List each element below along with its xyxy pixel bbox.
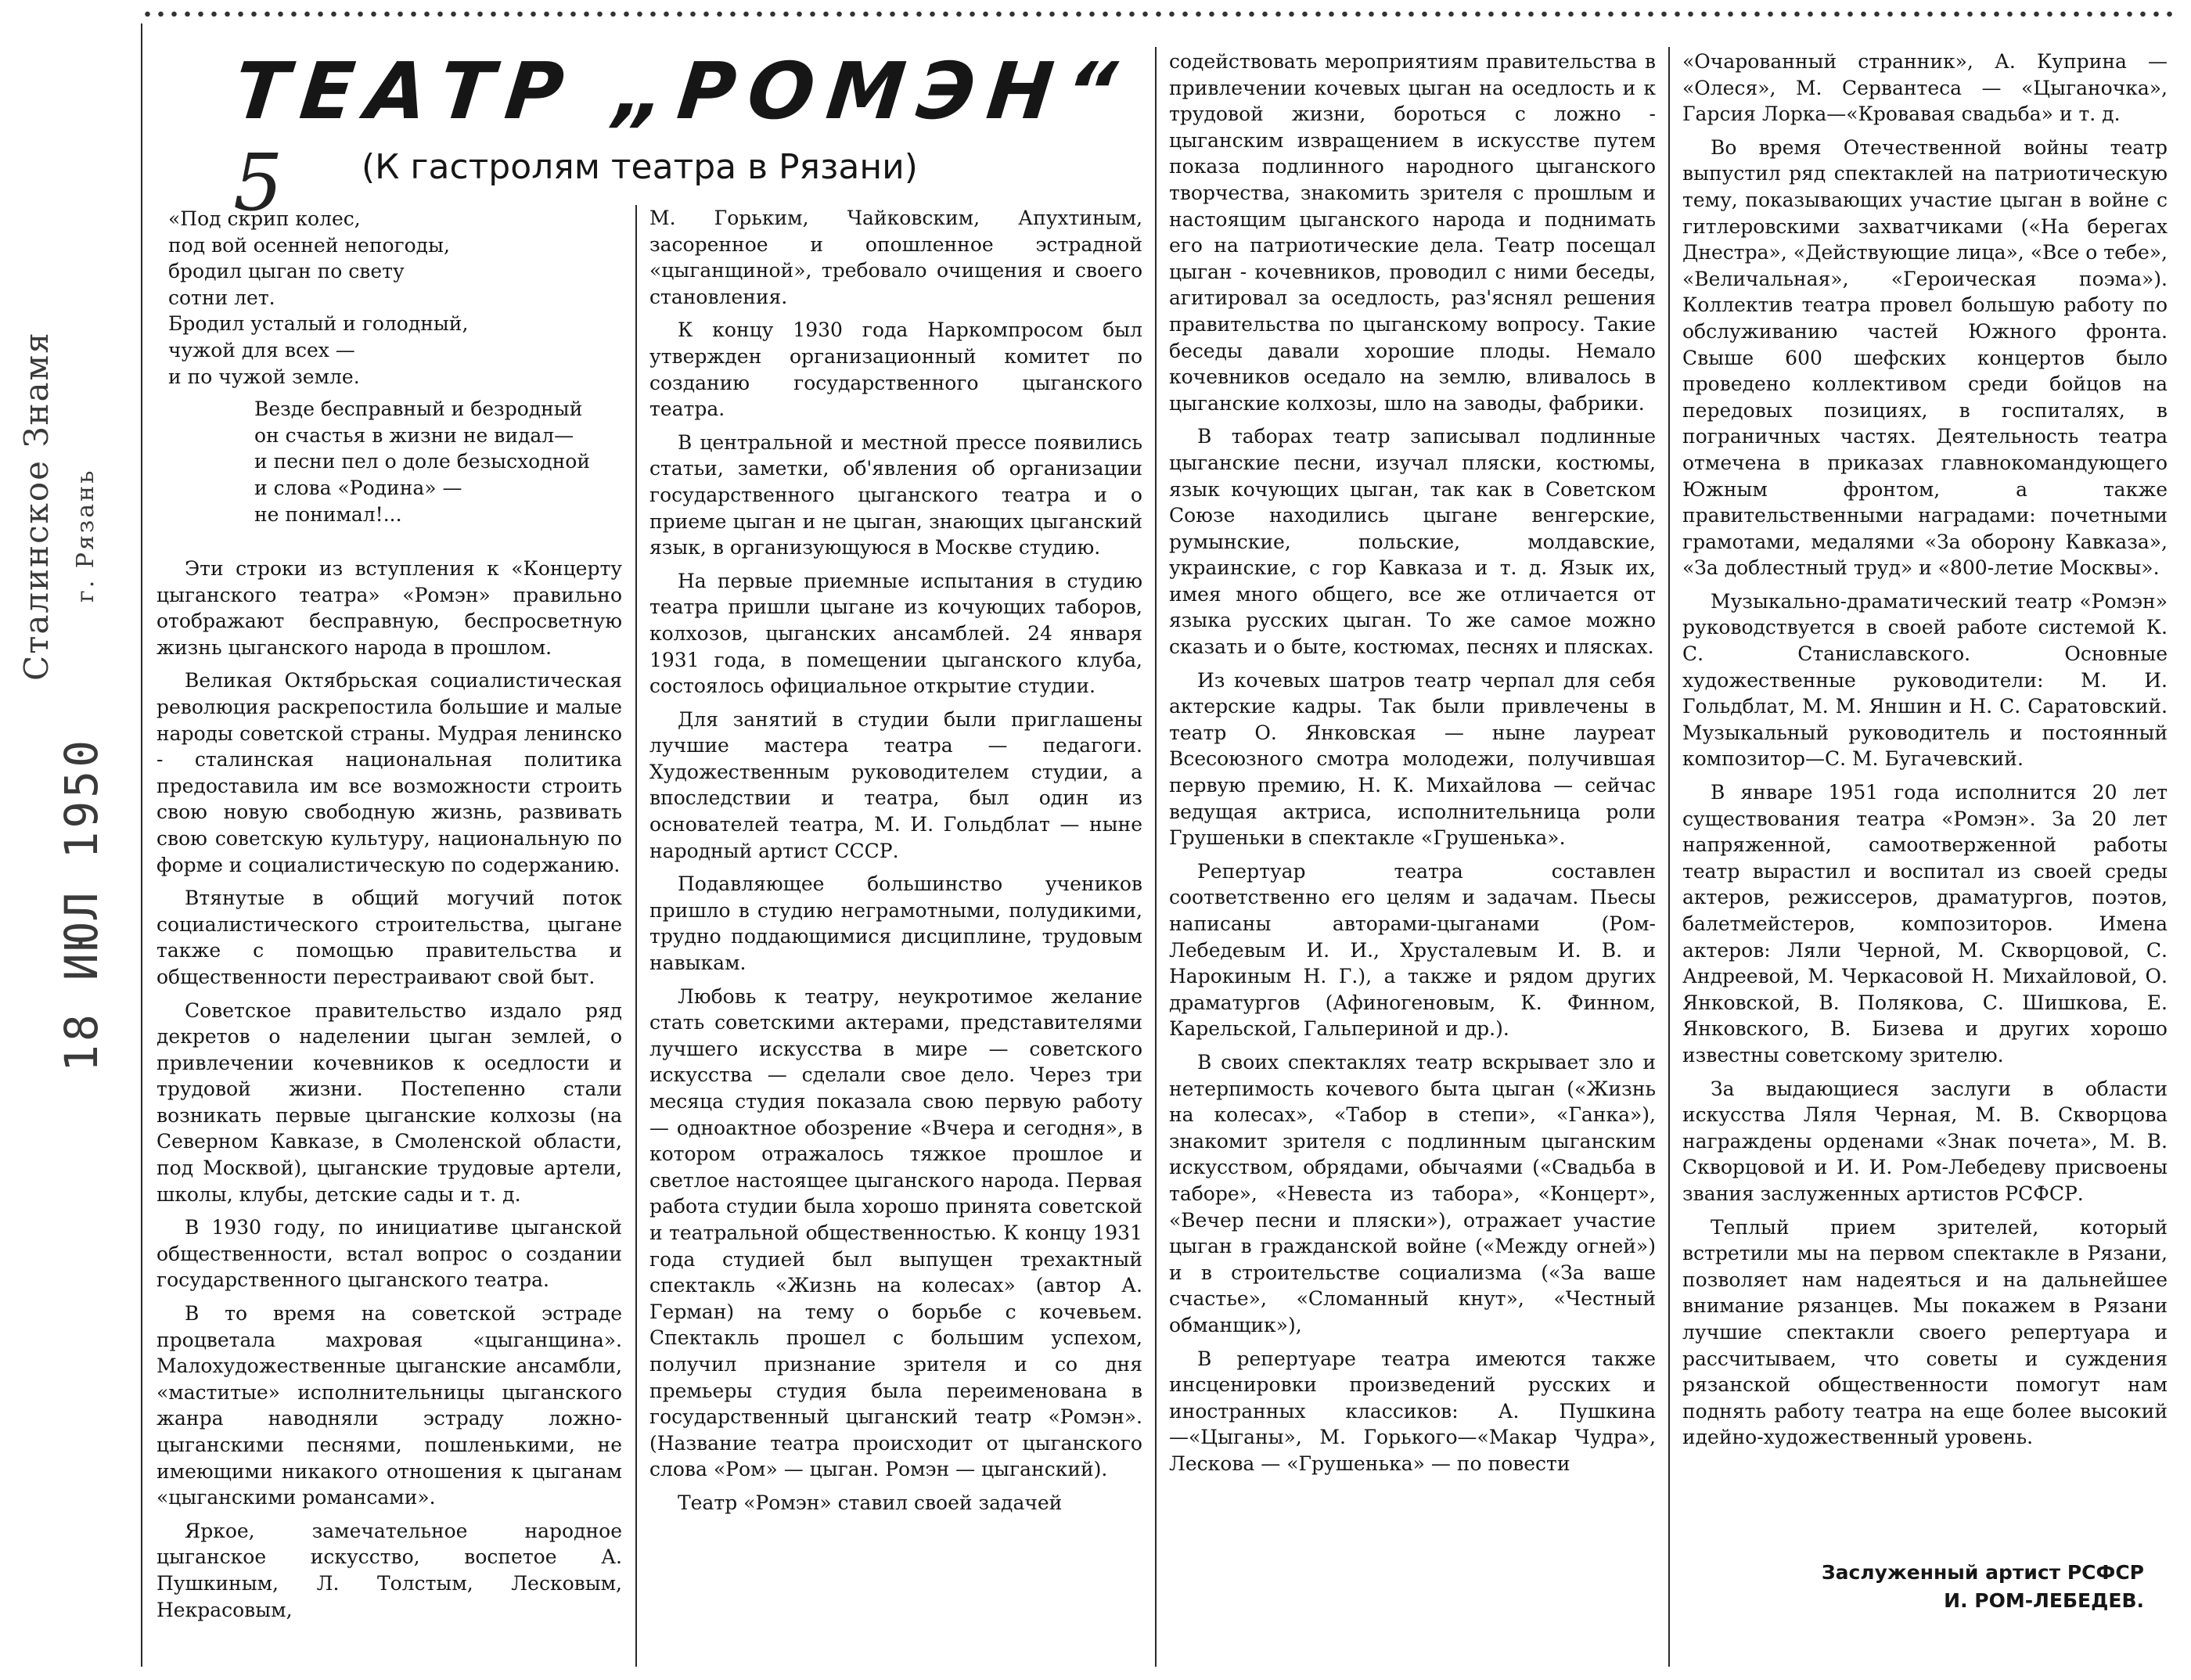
paragraph: Великая Октябрьская социалистическая революция раскрепостила большие и малые народы советской страны. Мудрая ленинско - сталинская национальная политика предоставила им все возможности строить свою новую свободную жизнь, развивать свою советскую культуру, национальную по форме и социалистическую по содержанию.: [156, 669, 622, 876]
paragraph: Во время Отечественной войны театр выпустил ряд спектаклей на патриотическую тему, показывающих участие цыган в войне с гитлеровскими захватчиками («На берегах Днестра», «Действующие лица», «Все о тебе», «Величальная», «Героическая поэма»). Коллектив театра провел большую работу по обслуживанию частей Южного фронта. Свыше 600 шефских концертов было проведено коллективом среди бойцов на передовых позициях, в госпиталях, в пограничных частях. Деятельность театра отмечена в приказах главнокомандующего Южным фронтом, а также правительственными наградами: почетными грамотами, медалями «За оборону Кавказа», «За доблестный труд» и «800-летие Москвы».: [1682, 135, 2168, 580]
paragraph: Советское правительство издало ряд декретов о наделении цыган землей, о привлечении кочевников к оседлости и трудовой жизни. Постепенно стали возникать первые цыганские колхозы (на Северном Кавказе, в Смоленской области, под Москвой), цыганские трудовые артели, школы, клубы, детские сады и т. д.: [156, 998, 622, 1206]
newspaper-name-note: Сталинское Знамя: [17, 331, 56, 681]
page-title: ТЕАТР „РОМЭН“: [229, 45, 1134, 137]
paragraph: Яркое, замечательное народное цыганское искусство, воспетое А. Пушкиным, Л. Толстым, Лесковым, Некрасовым,: [156, 1519, 622, 1621]
column-divider: [1155, 47, 1157, 1667]
paragraph: В своих спектаклях театр вскрывает зло и нетерпимость кочевого быта цыган («Жизнь на колесах», «Табор в степи», «Ганка»), знакомит зрителя с подлинным цыганским искусством, обрядами, обычаями («Свадьба в таборе», «Невеста из табора», «Концерт», «Вечер песни и пляски»), отражает участие цыган в гражданской войне («Между огней») и в строительстве социализма («За ваше счастье», «Сломанный кнут», «Честный обманщик»),: [1169, 1050, 1656, 1336]
page-subtitle: (К гастролям театра в Рязани): [362, 147, 918, 187]
author-title: Заслуженный артист РСФСР: [1821, 1561, 2144, 1584]
paragraph: содействовать мероприятиям правительства в привлечении кочевых цыган на оседлость и к трудовой жизни, бороться с ложно - цыганским извращением в искусстве путем показа подлинного народного цыганского творчества, знакомить зрителя с прошлым и настоящим цыганского народа и поднимать его на патриотические дела. Театр посещал цыган - кочевников, проводил с ними беседы, агитировал за оседлость, раз'яснял решения правительства по цыганскому вопросу. Такие беседы давали хорошие плоды. Немало кочевников оседало на землю, вливалось в цыганские колхозы, шло на заводы, фабрики.: [1169, 50, 1656, 415]
paragraph: В 1930 году, по инициативе цыганской общественности, встал вопрос о создании государственного цыганского театра.: [156, 1216, 622, 1292]
epigraph: [168, 206, 630, 527]
article-column-3: [1169, 49, 1656, 1484]
paragraph: Любовь к театру, неукротимое желание стать советскими актерами, представителями лучшего искусства в мире — советского искусства — сделали свое дело. Через три месяца студия показала свою первую работу — одноактное обозрение «Вчера и сегодня», в котором отражалось тяжкое прошлое и светлое настоящее цыганского народа. Первая работа студии была хорошо принята советской и театральной общественностью. К концу 1931 года студией был выпущен трехактный спектакль «Жизнь на колесах» (автор А. Герман) на тему о борьбе с кочевьем. Спектакль прошел с большим успехом, получил признание зрителя и со дня премьеры студия была переименована в государственный цыганский театр «Ромэн». (Название театра происходит от цыганского слова «Ром» — цыган. Ромэн — цыганский).: [649, 984, 1142, 1481]
epigraph-verse-2: Везде бесправный и безродный он счастья в жизни не видал— и песни пел о доле безысходной и слова «Родина» — не понимал!...: [254, 398, 590, 526]
column-divider: [1668, 47, 1670, 1667]
paragraph: В таборах театр записывал подлинные цыганские песни, изучал пляски, костюмы, язык кочующих цыган, так как в Советском Союзе находились цыгане венгерские, румынские, польские, молдавские, украинские, с гор Кавказа и т. д. Язык их, имея много общего, все же отличается от языка русских цыган. То же самое можно сказать и о быте, костюмах, песнях и плясках.: [1169, 425, 1656, 659]
author-signature: [1822, 1559, 2144, 1615]
paragraph: К концу 1930 года Наркомпросом был утвержден организационный комитет по созданию государственного цыганского театра.: [649, 318, 1142, 421]
paragraph: М. Горьким, Чайковским, Апухтиным, засоренное и опошленное эстрадной «цыганщиной», требовало очищения и своего становления.: [649, 207, 1142, 308]
paragraph: Втянутые в общий могучий поток социалистического строительства, цыгане также с помощью правительства и общественности перестраивают свой быт.: [156, 887, 622, 988]
paragraph: Подавляющее большинство учеников пришло в студию неграмотными, полудикими, трудно поддающимися дисциплине, трудовым навыкам.: [649, 872, 1142, 975]
paragraph: Теплый прием зрителей, который встретили мы на первом спектакле в Рязани, позволяет нам надеяться и на дальнейшее внимание рязанцев. Мы покажем в Рязани лучшие спектакли своего репертуара и рассчитываем, что советы и суждения рязанской общественности помогут нам поднять работу театра на еще более высокий идейно-художественный уровень.: [1682, 1215, 2168, 1449]
paragraph: «Очарованный странник», А. Куприна — «Олеся», М. Сервантеса — «Цыганочка», Гарсия Лорка—«Кровавая свадьба» и т. д.: [1682, 50, 2168, 126]
paragraph: Репертуар театра составлен соответственно его целям и задачам. Пьесы написаны авторами-цыганами (Ром-Лебедевым И. И., Хрусталевым И. В. и Нарокиным Н. Г.), а также и рядом других драматургов (Афиногеновым, К. Финном, Карельской, Гальпериной и др.).: [1169, 859, 1656, 1041]
paragraph: За выдающиеся заслуги в области искусства Ляля Черная, М. В. Скворцова награждены орденами «Знак почета», М. В. Скворцовой и И. И. Ром-Лебедеву присвоены звания заслуженных артистов РСФСР.: [1682, 1077, 2168, 1205]
paragraph: В январе 1951 года исполнится 20 лет существования театра «Ромэн». За 20 лет напряженной, самоотверженной работы театр вырастил и воспитал из своей среды актеров, режиссеров, драматургов, поэтов, балетмейстеров, композиторов. Имена актеров: Ляли Черной, М. Скворцовой, С. Андреевой, М. Черкасовой Н. Михайловой, О. Янковской, В. Полякова, С. Шишкова, Е. Янковского, В. Бизева и других хорошо известны советскому зрителю.: [1682, 781, 2168, 1067]
article-column-1: [156, 556, 622, 1630]
column-divider: [141, 23, 142, 1667]
author-name: И. РОМ-ЛЕБЕДЕВ.: [1944, 1589, 2144, 1612]
article-column-2: [649, 205, 1142, 1524]
paragraph: Театр «Ромэн» ставил своей задачей: [678, 1491, 1063, 1514]
epigraph-verse-1: «Под скрип колес, под вой осенней непогоды, бродил цыган по свету сотни лет. Бродил усталый и голодный, чужой для всех — и по чужой земле.: [168, 207, 469, 388]
column-divider: [635, 205, 637, 1667]
paragraph: Музыкально-драматический театр «Ромэн» руководствуется в своей работе системой К. С. Станиславского. Основные художественные руководители: М. И. Гольдблат, М. М. Яншин и Н. С. Саратовский. Музыкальный руководитель и постоянный композитор—С. М. Бугачевский.: [1682, 589, 2168, 771]
paragraph: Эти строки из вступления к «Концерту цыганского театра» «Ромэн» правильно отображают бесправную, беспросветную жизнь цыганского народа в прошлом.: [156, 557, 622, 659]
paragraph: Для занятий в студии были приглашены лучшие мастера театра — педагоги. Художественным руководителем студии, а впоследствии и театра, был один из основателей театра, М. И. Гольдблат — ныне народный артист СССР.: [649, 707, 1142, 862]
paragraph: Из кочевых шатров театр черпал для себя актерские кадры. Так были привлечены в театр О. Янковская — ныне лауреат Всесоюзного смотра молодежи, получившая первую премию, Н. К. Михайлова — сейчас ведущая актриса, исполнительница роли Грушеньки в спектакле «Грушенька».: [1169, 668, 1656, 850]
handwritten-number: 5: [233, 137, 283, 228]
article-column-4: [1682, 49, 2168, 1458]
date-stamp: 18 ИЮЛ 1950: [55, 736, 108, 1072]
top-dotted-rule: [141, 8, 2175, 20]
paragraph: В то время на советской эстраде процветала махровая «цыганщина». Малохудожественные цыганские ансамбли, «маститые» исполнительницы цыганского жанра наводняли эстраду ложно-цыганскими песнями, пошленькими, не имеющими никакого отношения к цыганам «цыганскими романсами».: [156, 1302, 622, 1509]
paragraph: В репертуаре театра имеются также инсценировки произведений русских и иностранных классиков: А. Пушкина—«Цыганы», М. Горького—«Макар Чудра», Лескова — «Грушенька» — по повести: [1169, 1347, 1656, 1475]
paragraph: На первые приемные испытания в студию театра пришли цыгане из кочующих таборов, колхозов, цыганских ансамблей. 24 января 1931 года, в помещении цыганского клуба, состоялось официальное открытие студии.: [649, 569, 1142, 698]
city-note: г. Рязань: [72, 468, 99, 603]
paragraph: В центральной и местной прессе появились статьи, заметки, об'явления об организации государственного цыганского театра и о приеме цыган и не цыган, знающих цыганский язык, в организующуюся в Москве студию.: [649, 430, 1142, 559]
